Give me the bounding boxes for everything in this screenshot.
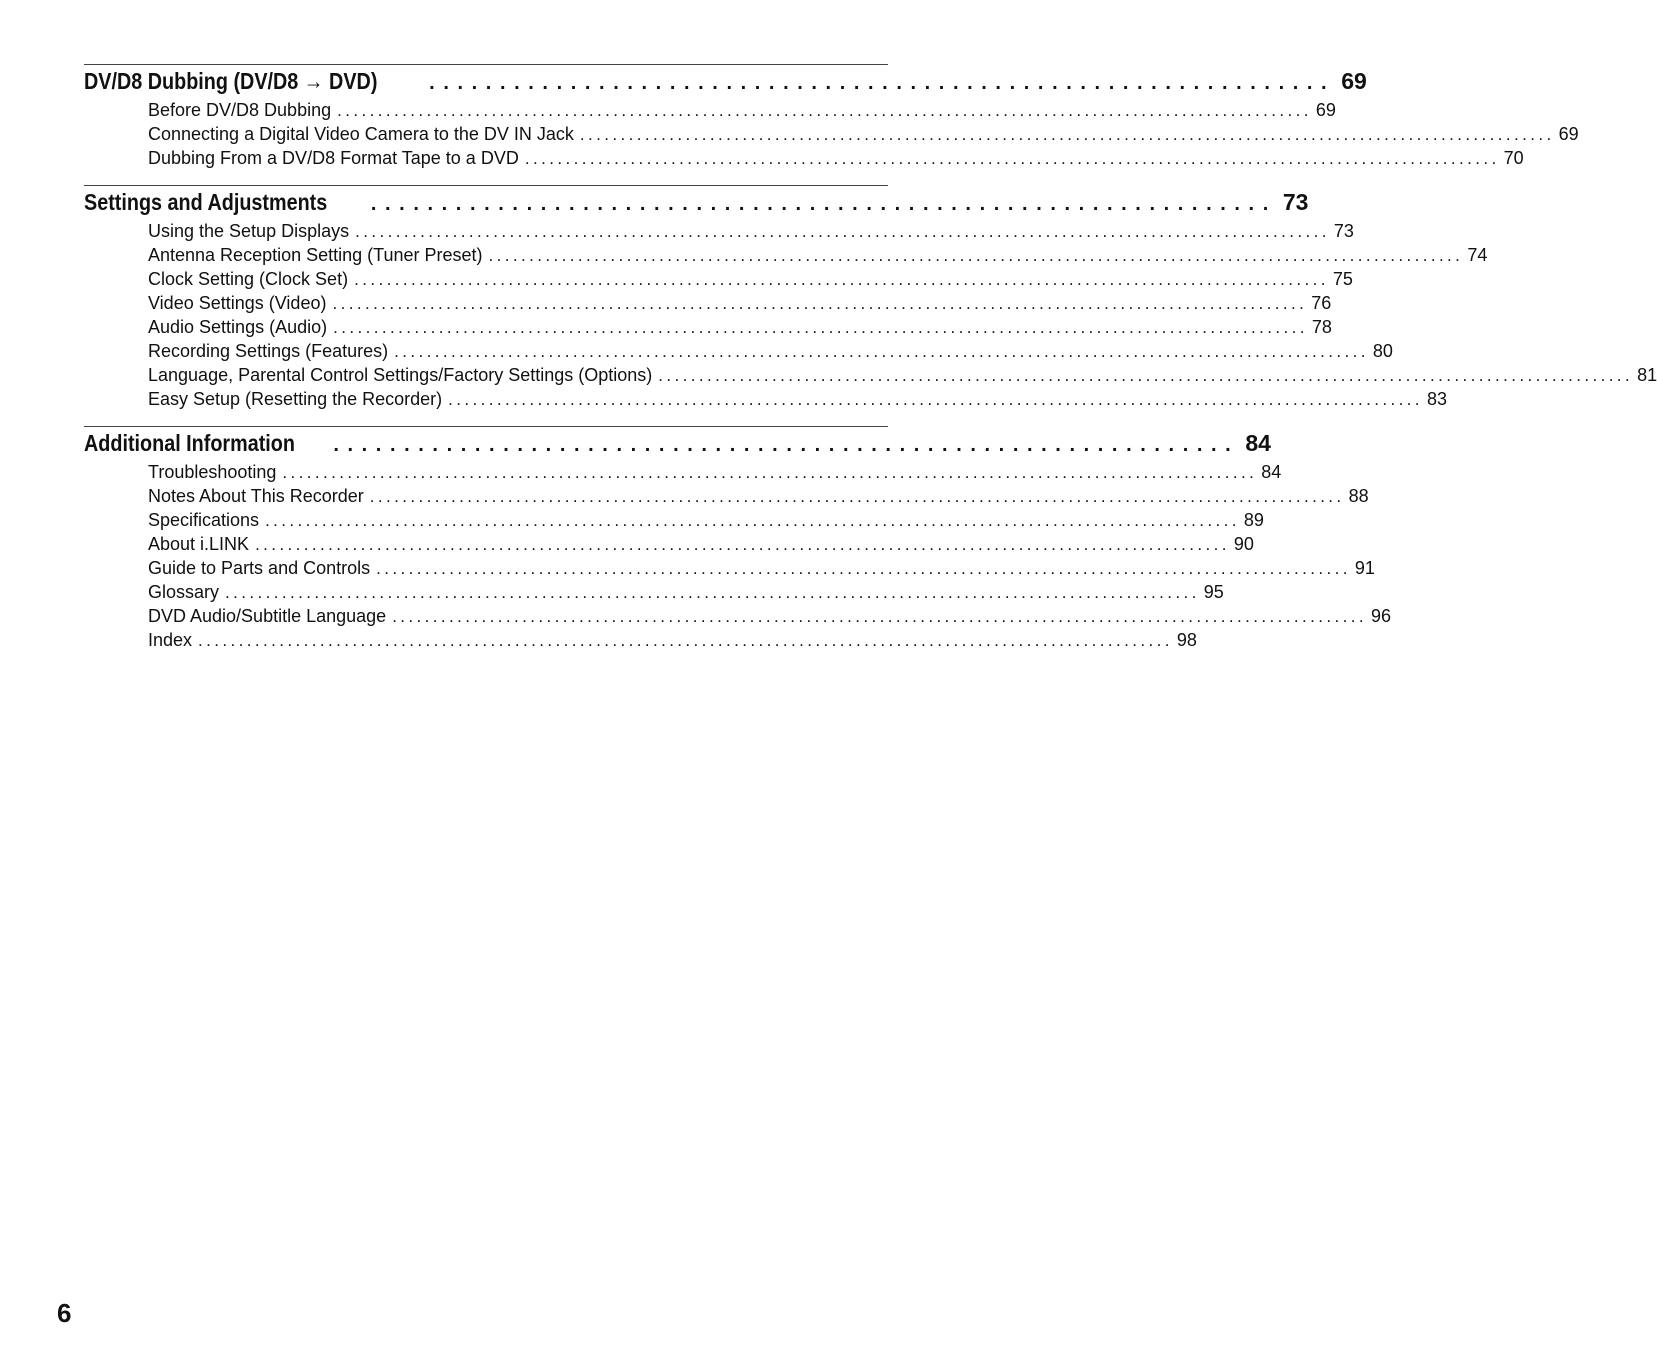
toc-entry[interactable] — [148, 243, 1488, 267]
entry-page: 83 — [1426, 389, 1447, 409]
toc-entry[interactable] — [148, 460, 1282, 484]
entry-page: 96 — [1370, 606, 1391, 626]
entry-title: Language, Parental Control Settings/Factory Settings (Options) — [148, 365, 653, 385]
toc-entry[interactable] — [148, 628, 1197, 652]
dot-leader: ........................................................................................................................ — [376, 559, 1351, 578]
toc-entry[interactable] — [148, 267, 1353, 291]
dot-leader: ........................................................................................................................ — [265, 511, 1240, 530]
dot-leader: ................................................................ — [370, 193, 1277, 215]
entry-page: 90 — [1233, 534, 1254, 554]
toc-entry[interactable] — [148, 291, 1332, 315]
entry-title: Guide to Parts and Controls — [148, 558, 371, 578]
toc-entry[interactable] — [148, 532, 1254, 556]
entry-page: 81 — [1637, 365, 1657, 385]
toc-entry[interactable] — [148, 98, 1336, 122]
entry-page: 88 — [1348, 486, 1369, 506]
entry-page: 74 — [1467, 245, 1488, 265]
entry-page: 75 — [1332, 269, 1353, 289]
entry-title: DVD Audio/Subtitle Language — [148, 606, 387, 626]
entry-page: 76 — [1311, 293, 1332, 313]
toc-entry[interactable] — [148, 219, 1354, 243]
entry-title: Notes About This Recorder — [148, 486, 364, 506]
dot-leader: ........................................................................................................................ — [488, 246, 1464, 265]
entry-page: 73 — [1333, 221, 1354, 241]
section-heading[interactable] — [84, 427, 1271, 460]
dot-leader: ........................................................................................................................ — [333, 318, 1308, 337]
toc-entry[interactable] — [148, 146, 1524, 170]
dot-leader: ........................................................................................................................ — [225, 583, 1200, 602]
toc-entry[interactable] — [148, 508, 1264, 532]
entry-title: Video Settings (Video) — [148, 293, 327, 313]
dot-leader: ........................................................................................................................ — [198, 631, 1173, 650]
toc-section-dv-dubbing — [84, 64, 1579, 170]
entry-title: Troubleshooting — [148, 462, 277, 482]
dot-leader: ........................................................................................................................ — [369, 487, 1345, 506]
toc-entry[interactable] — [148, 580, 1224, 604]
section-heading[interactable] — [84, 186, 1309, 219]
entry-page: 98 — [1176, 630, 1197, 650]
toc-entry[interactable] — [148, 556, 1375, 580]
entry-title: Audio Settings (Audio) — [148, 317, 328, 337]
entry-page: 69 — [1315, 100, 1336, 120]
entry-list — [84, 460, 1391, 652]
entry-page: 70 — [1503, 148, 1524, 168]
dot-leader: ........................................................................................................................ — [354, 270, 1329, 289]
entry-title: Specifications — [148, 510, 260, 530]
dot-leader: ........................................................................................................................ — [392, 607, 1367, 626]
dot-leader: ........................................................................................................................ — [337, 101, 1312, 120]
entry-list — [84, 219, 1657, 411]
toc-entry[interactable] — [148, 339, 1393, 363]
entry-page: 84 — [1261, 462, 1282, 482]
entry-title: Index — [148, 630, 193, 650]
toc-entry[interactable] — [148, 484, 1369, 508]
entry-title: Recording Settings (Features) — [148, 341, 389, 361]
toc-entry[interactable] — [148, 604, 1391, 628]
toc-entry[interactable] — [148, 363, 1657, 387]
toc-entry[interactable] — [148, 387, 1447, 411]
entry-title: Before DV/D8 Dubbing — [148, 100, 332, 120]
entry-page: 69 — [1558, 124, 1579, 144]
entry-page: 89 — [1243, 510, 1264, 530]
dot-leader: ........................................................................................................................ — [658, 366, 1634, 385]
dot-leader: ........................................................................................................................ — [524, 149, 1500, 168]
dot-leader: ........................................................................................................................ — [282, 463, 1258, 482]
section-page: 84 — [1245, 430, 1271, 456]
entry-page: 80 — [1372, 341, 1393, 361]
toc-entry[interactable] — [148, 122, 1579, 146]
section-page: 69 — [1341, 68, 1367, 94]
dot-leader: ........................................................................................................................ — [394, 342, 1369, 361]
section-page: 73 — [1282, 189, 1309, 215]
entry-page: 78 — [1311, 317, 1332, 337]
dot-leader: ........................................................................................................................ — [448, 390, 1423, 409]
dot-leader: ........................................................................................................................ — [332, 294, 1308, 313]
entry-title: Clock Setting (Clock Set) — [148, 269, 349, 289]
table-of-contents — [84, 64, 1657, 667]
dot-leader: ........................................................................................................................ — [255, 535, 1230, 554]
toc-section-settings — [84, 185, 1657, 411]
dot-leader: ........................................................................................................................ — [355, 222, 1330, 241]
section-title: Additional Information — [84, 430, 295, 456]
section-title: DV/D8 Dubbing (DV/D8 → DVD) — [84, 68, 378, 94]
entry-page: 95 — [1203, 582, 1224, 602]
toc-entry[interactable] — [148, 315, 1332, 339]
entry-title: About i.LINK — [148, 534, 250, 554]
entry-title: Antenna Reception Setting (Tuner Preset) — [148, 245, 483, 265]
dot-leader: ................................................................ — [333, 434, 1240, 456]
entry-title: Easy Setup (Resetting the Recorder) — [148, 389, 443, 409]
entry-title: Dubbing From a DV/D8 Format Tape to a DVD — [148, 148, 519, 168]
entry-list — [84, 98, 1579, 170]
entry-title: Glossary — [148, 582, 220, 602]
section-heading[interactable] — [84, 65, 1367, 98]
page-number: 6 — [57, 1298, 72, 1328]
dot-leader: ........................................................................................................................ — [579, 125, 1555, 144]
entry-page: 91 — [1354, 558, 1375, 578]
toc-section-additional-information — [84, 426, 1391, 652]
dot-leader: ................................................................ — [429, 72, 1336, 94]
entry-title: Connecting a Digital Video Camera to the DV IN Jack — [148, 124, 574, 144]
section-title: Settings and Adjustments — [84, 189, 328, 215]
entry-title: Using the Setup Displays — [148, 221, 350, 241]
